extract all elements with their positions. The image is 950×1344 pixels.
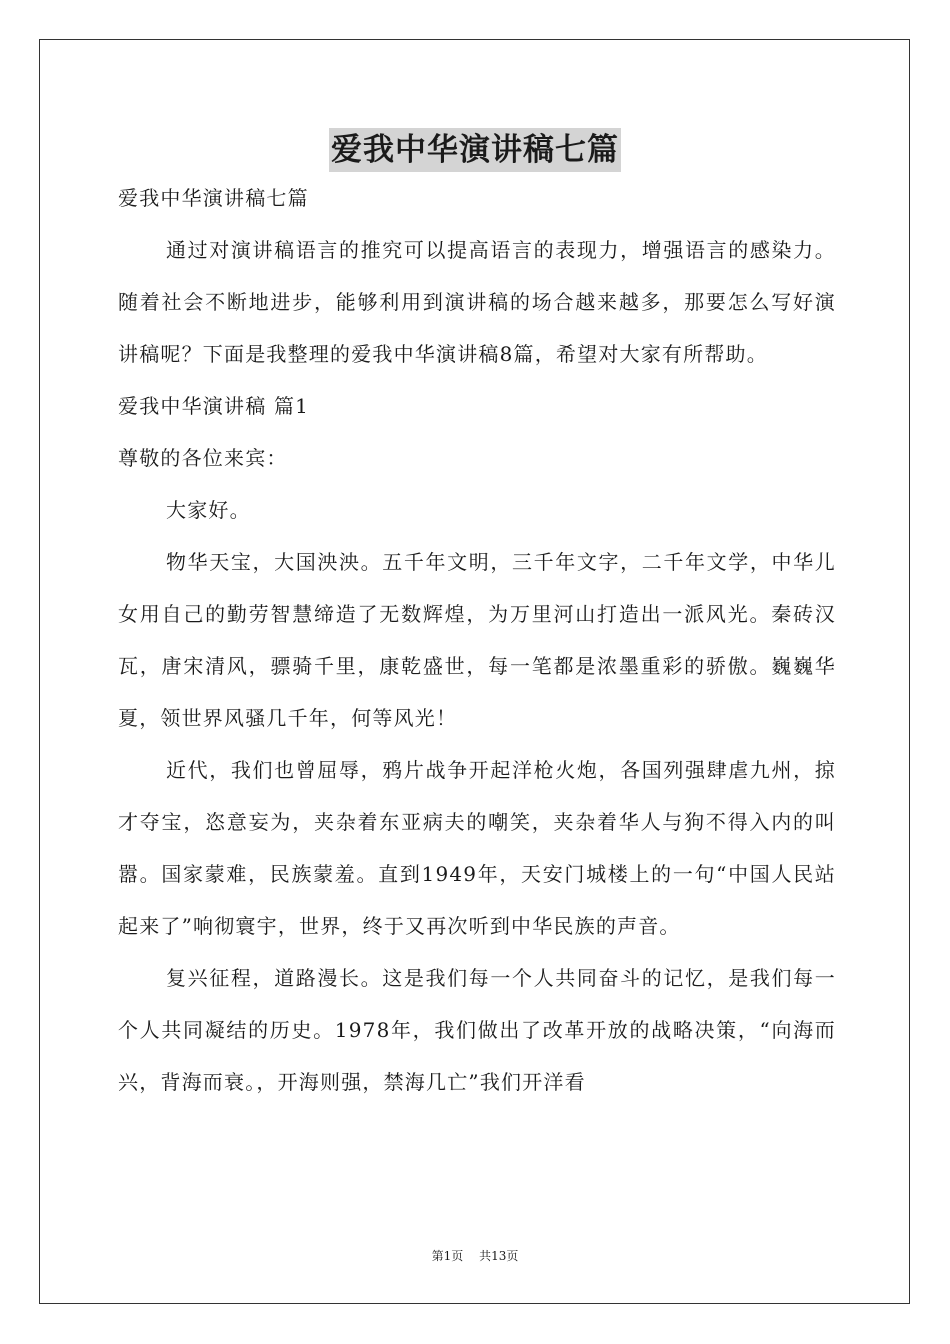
body-paragraph: 物华天宝，大国泱泱。五千年文明，三千年文字，二千年文学，中华儿女用自己的勤劳智慧缔造了无数辉煌，为万里河山打造出一派风光。秦砖汉瓦，唐宋清风，骠骑千里，康乾盛世，每一笔都是浓墨重彩的骄傲。巍巍华夏，领世界风骚几千年，何等风光！	[118, 550, 836, 730]
body-paragraph: 复兴征程，道路漫长。这是我们每一个人共同奋斗的记忆，是我们每一个人共同凝结的历史。1978年，我们做出了改革开放的战略决策，“向海而兴，背海而衰。，开海则强，禁海几亡”我们开洋看	[118, 966, 836, 1094]
document-title	[0, 127, 950, 171]
intro-paragraph: 通过对演讲稿语言的推究可以提高语言的表现力，增强语言的感染力。随着社会不断地进步，能够利用到演讲稿的场合越来越多，那要怎么写好演讲稿呢？下面是我整理的爱我中华演讲稿8篇，希望对大家有所帮助。	[118, 238, 836, 366]
page-number: 第1页	[431, 1249, 464, 1263]
greeting-paragraph: 大家好。	[166, 498, 251, 522]
body-heading: 爱我中华演讲稿七篇	[118, 186, 309, 210]
body-paragraph: 近代，我们也曾屈辱，鸦片战争开起洋枪火炮，各国列强肆虐九州，掠才夺宝，恣意妄为，夹杂着东亚病夫的嘲笑，夹杂着华人与狗不得入内的叫嚣。国家蒙难，民族蒙羞。直到1949年，天安门城楼上的一句“中国人民站起来了”响彻寰宇，世界，终于又再次听到中华民族的声音。	[118, 758, 836, 938]
salutation: 尊敬的各位来宾：	[118, 446, 288, 470]
section-heading: 爱我中华演讲稿 篇1	[118, 394, 310, 418]
document-body	[118, 172, 836, 1108]
total-pages: 共13页	[479, 1249, 519, 1263]
document-title-text: 爱我中华演讲稿七篇	[329, 128, 621, 172]
page-footer	[0, 1247, 950, 1264]
